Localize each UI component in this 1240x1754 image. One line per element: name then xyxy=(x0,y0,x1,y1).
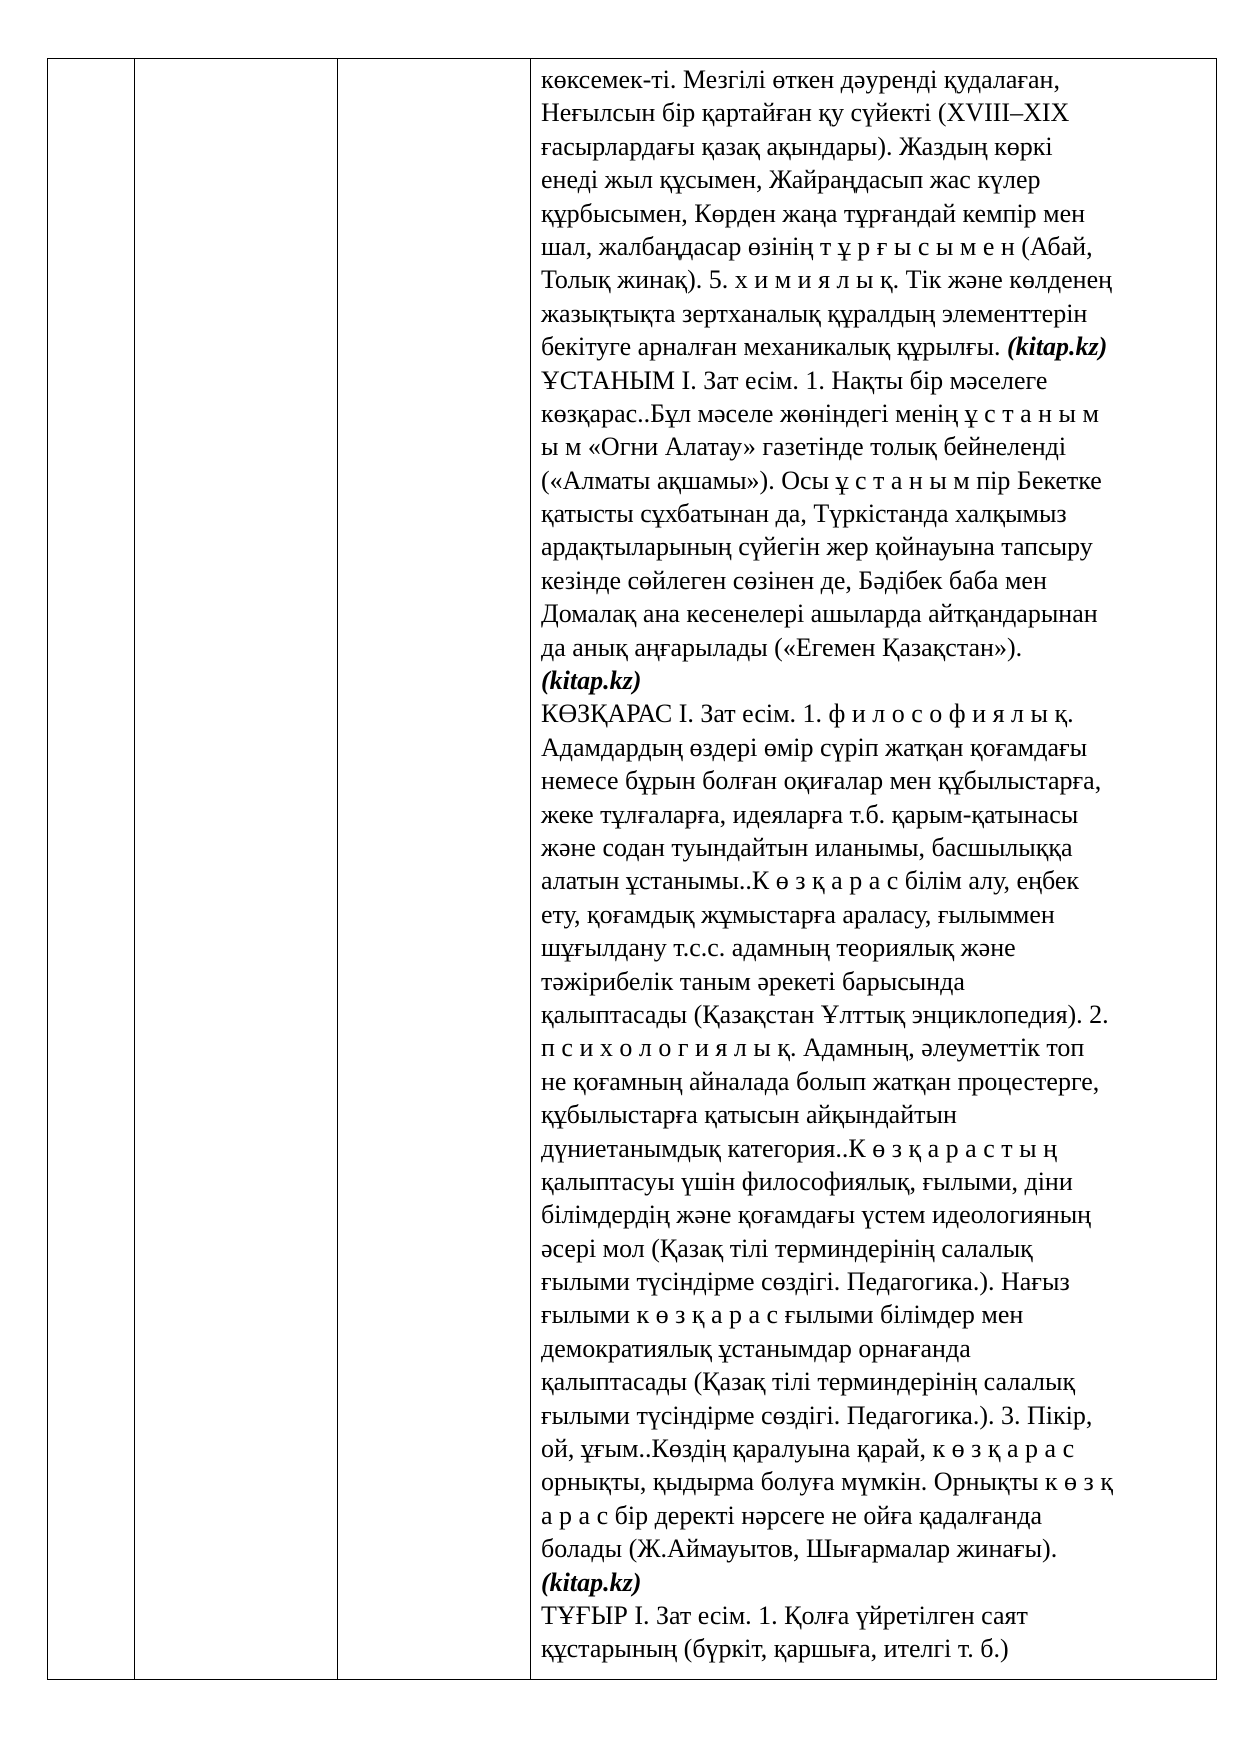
line-text: дүниетанымдық категория..К ө з қ а р а с т ы ң xyxy=(541,1133,1057,1163)
text-line xyxy=(541,1065,1210,1098)
text-line xyxy=(541,931,1210,964)
line-text: жеке тұлғаларға, идеяларға т.б. қарым-қатынасы xyxy=(541,799,1079,829)
text-line xyxy=(541,63,1210,96)
text-line xyxy=(541,1432,1210,1465)
text-line xyxy=(541,1232,1210,1265)
text-line xyxy=(541,965,1210,998)
line-text: ғасырлардағы қазақ ақындары). Жаздың көркі xyxy=(541,131,1053,161)
text-line xyxy=(541,1632,1210,1665)
line-text: қалыптасады (Қазақстан Ұлттық энциклопедия). 2. xyxy=(541,999,1109,1029)
text-line xyxy=(541,697,1210,730)
line-text: шұғылдану т.с.с. адамның теориялық және xyxy=(541,933,1016,963)
text-line xyxy=(541,1532,1210,1565)
text-line xyxy=(541,263,1210,296)
line-text: ТҰҒЫР І. Зат есім. 1. Қолға үйретілген саят xyxy=(541,1600,1028,1630)
line-text: Неғылсын бір қартайған қу сүйекті (XVIII–XIX xyxy=(541,98,1070,128)
text-line xyxy=(541,1399,1210,1432)
text-line xyxy=(541,397,1210,430)
line-text: және содан туындайтын иланымы, басшылыққа xyxy=(541,832,1073,862)
text-line xyxy=(541,998,1210,1031)
line-text: ету, қоғамдық жұмыстарға араласу, ғылыммен xyxy=(541,899,1055,929)
line-text: кезінде сөйлеген сөзінен де, Бәдібек баба мен xyxy=(541,565,1047,595)
text-line xyxy=(541,1198,1210,1231)
text-line xyxy=(541,1298,1210,1331)
line-text: бекітуге арналған механикалық құрылғы. xyxy=(541,332,1007,362)
line-text: қалыптасады (Қазақ тілі терминдерінің салалық xyxy=(541,1367,1076,1397)
text-line xyxy=(541,664,1210,697)
line-text: не қоғамның айналада болып жатқан процестерге, xyxy=(541,1066,1100,1096)
text-line xyxy=(541,197,1210,230)
text-line xyxy=(541,1031,1210,1064)
line-text: шал, жалбаңдасар өзінің т ұ р ғ ы с ы м е н (Абай, xyxy=(541,231,1093,261)
table-cell-term xyxy=(135,59,338,1680)
text-line xyxy=(541,464,1210,497)
text-line xyxy=(541,731,1210,764)
text-line xyxy=(541,597,1210,630)
dictionary-table xyxy=(47,58,1217,1680)
line-text: көзқарас..Бұл мәселе жөніндегі менің ұ с т а н ы м xyxy=(541,398,1099,428)
line-text: құрбысымен, Көрден жаңа тұрғандай кемпір мен xyxy=(541,198,1086,228)
line-text: Адамдардың өздері өмір сүріп жатқан қоғамдағы xyxy=(541,732,1088,762)
text-line xyxy=(541,898,1210,931)
line-text: енеді жыл құсымен, Жайраңдасып жас күлер xyxy=(541,165,1041,195)
text-line xyxy=(541,330,1210,363)
line-text: орнықты, қыдырма болуға мүмкін. Орнықты к ө з қ xyxy=(541,1467,1113,1497)
text-line xyxy=(541,1599,1210,1632)
text-line xyxy=(541,764,1210,797)
line-text: жазықтықта зертханалық құралдың элементтерін xyxy=(541,298,1088,328)
line-text: көксемек-ті. Мезгілі өткен дәуренді қудалаған, xyxy=(541,65,1060,94)
line-text: немесе бұрын болған оқиғалар мен құбылыстарға, xyxy=(541,766,1102,796)
table-cell-number xyxy=(48,59,135,1680)
source-reference: (kitap.kz) xyxy=(1006,332,1108,362)
text-line xyxy=(541,1132,1210,1165)
line-text: ғылыми түсіндірме сөздігі. Педагогика.). 3. Пікір, xyxy=(541,1400,1093,1430)
line-text: әсері мол (Қазақ тілі терминдерінің салалық xyxy=(541,1233,1033,1263)
text-line xyxy=(541,1365,1210,1398)
line-text: («Алматы ақшамы»). Осы ұ с т а н ы м пір Бекетке xyxy=(541,465,1102,495)
line-text: ғылыми к ө з қ а р а с ғылыми білімдер мен xyxy=(541,1300,1024,1330)
line-text: ой, ұғым..Көздің қаралуына қарай, к ө з қ а р а с xyxy=(541,1434,1075,1464)
line-text: Толық жинақ). 5. х и м и я л ы қ. Тік және көлденең xyxy=(541,265,1113,295)
text-line xyxy=(541,163,1210,196)
text-line xyxy=(541,364,1210,397)
line-text: ҰСТАНЫМ І. Зат есім. 1. Нақты бір мәселеге xyxy=(541,365,1048,395)
line-text: да анық аңғарылады («Егемен Қазақстан»). xyxy=(541,632,1023,662)
table-cell-translation xyxy=(338,59,531,1680)
line-text: п с и х о л о г и я л ы қ. Адамның, әлеуметтік топ xyxy=(541,1033,1085,1063)
text-line xyxy=(541,1465,1210,1498)
line-text: ғылыми түсіндірме сөздігі. Педагогика.). Нағыз xyxy=(541,1267,1070,1297)
line-text: демократиялық ұстанымдар орнағанда xyxy=(541,1333,971,1363)
text-line xyxy=(541,798,1210,831)
line-text: құбылыстарға қатысын айқындайтын xyxy=(541,1100,957,1130)
table-row xyxy=(48,59,1217,1680)
text-line xyxy=(541,96,1210,129)
line-text: құстарының (бүркіт, қаршыға, ителгі т. б.) xyxy=(541,1634,1009,1664)
text-line xyxy=(541,1499,1210,1532)
text-line xyxy=(541,864,1210,897)
text-line xyxy=(541,1165,1210,1198)
line-text: ы м «Огни Алатау» газетінде толық бейнеленді xyxy=(541,432,1067,462)
line-text: Домалақ ана кесенелері ашыларда айтқандарынан xyxy=(541,599,1098,629)
text-line xyxy=(541,1332,1210,1365)
text-line xyxy=(541,831,1210,864)
text-line xyxy=(541,230,1210,263)
line-text: КӨЗҚАРАС І. Зат есім. 1. ф и л о с о ф и я л ы қ. xyxy=(541,699,1074,729)
line-text: болады (Ж.Аймауытов, Шығармалар жинағы). xyxy=(541,1534,1058,1564)
line-text: қатысты сұхбатынан да, Түркістанда халқымыз xyxy=(541,499,1067,529)
source-reference: (kitap.kz) xyxy=(541,666,642,696)
text-line xyxy=(541,1098,1210,1131)
text-line xyxy=(541,430,1210,463)
definition-text xyxy=(541,63,1210,1666)
text-line xyxy=(541,130,1210,163)
table-cell-definitions xyxy=(531,59,1217,1680)
line-text: ардақтыларының сүйегін жер қойнауына тапсыру xyxy=(541,532,1093,562)
text-line xyxy=(541,564,1210,597)
line-text: а р а с бір деректі нәрсеге не ойға қадалғанда xyxy=(541,1500,1043,1530)
source-reference: (kitap.kz) xyxy=(541,1567,642,1597)
text-line xyxy=(541,1265,1210,1298)
text-line xyxy=(541,530,1210,563)
text-line xyxy=(541,1566,1210,1599)
line-text: білімдердің және қоғамдағы үстем идеологияның xyxy=(541,1200,1092,1230)
text-line xyxy=(541,497,1210,530)
text-line xyxy=(541,631,1210,664)
line-text: қалыптасуы үшін философиялық, ғылыми, діни xyxy=(541,1166,1073,1196)
line-text: тәжірибелік таным әрекеті барысында xyxy=(541,966,965,996)
line-text: алатын ұстанымы..К ө з қ а р а с білім алу, еңбек xyxy=(541,866,1080,896)
text-line xyxy=(541,297,1210,330)
